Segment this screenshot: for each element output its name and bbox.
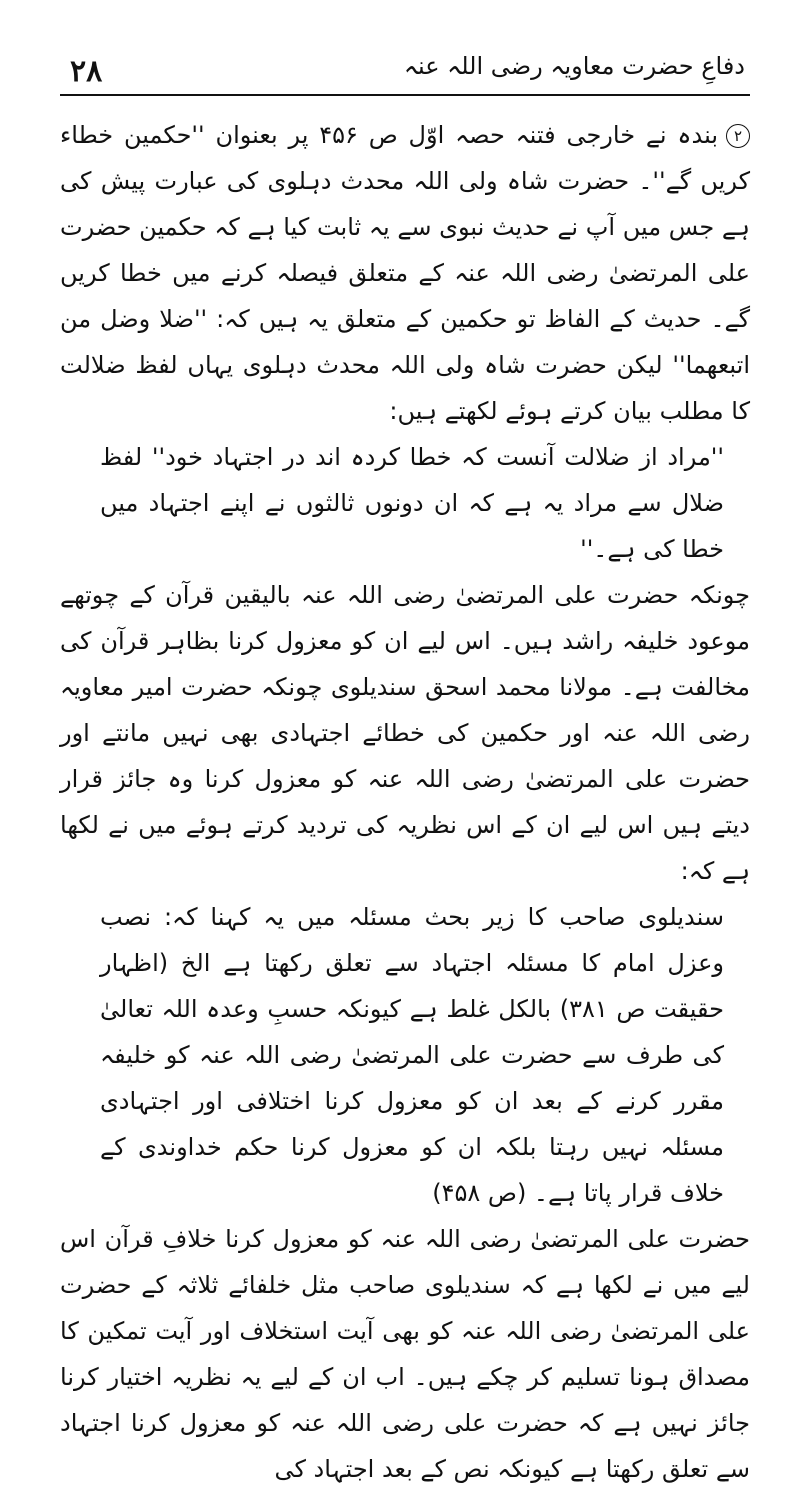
page-header: [60, 44, 750, 100]
page-body: [60, 112, 750, 1492]
paragraph-1: [60, 112, 750, 434]
header-rule: [60, 94, 750, 96]
quote-1: ''مراد از ضلالت آنست کہ خطا کردہ اند در اجتہاد خود'' لفظ ضلال سے مراد یہ ہے کہ ان دونوں ثالثوں نے اپنے اجتہاد میں خطا کی ہے۔'': [100, 443, 724, 563]
quote-2: سندیلوی صاحب کا زیر بحث مسئلہ میں یہ کہنا کہ: نصب وعزل امام کا مسئلہ اجتہاد سے تعلق رکھتا ہے الخ (اظہار حقیقت ص ۳۸۱) بالکل غلط ہے کیونکہ حسبِ وعدہ اللہ تعالیٰ کی طرف سے حضرت علی المرتضیٰ رضی اللہ عنہ کو خلیفہ مقرر کرنے کے بعد ان کو معزول کرنا اختلافی اور اجتہادی مسئلہ نہیں رہتا بلکہ ان کو معزول کرنا حکم خداوندی کے خلاف قرار پاتا ہے۔ (ص ۴۵۸): [100, 903, 725, 1207]
paragraph-number-marker: ۲: [726, 124, 750, 148]
page-number: ۲۸: [70, 54, 103, 89]
paragraph-1-text: بندہ نے خارجی فتنہ حصہ اوّل ص ۴۵۶ پر بعنوان ''حکمین خطاء کریں گے''۔ حضرت شاہ ولی اللہ محدث دہلوی کی عبارت پیش کی ہے جس میں آپ نے حدیث نبوی سے یہ ثابت کیا ہے کہ حکمین حضرت علی المرتضیٰ رضی اللہ عنہ کے متعلق فیصلہ کرنے میں خطا کریں گے۔ حدیث کے الفاظ تو حکمین کے متعلق یہ ہیں کہ: ''ضلا وضل من اتبعھما'' لیکن حضرت شاہ ولی اللہ محدث دہلوی یہاں لفظ ضلالت کا مطلب بیان کرتے ہوئے لکھتے ہیں:: [60, 121, 750, 425]
running-title: دفاعِ حضرت معاویہ رضی اللہ عنہ: [403, 52, 745, 80]
paragraph-2: چونکہ حضرت علی المرتضیٰ رضی اللہ عنہ بالیقین قرآن کے چوتھے موعود خلیفہ راشد ہیں۔ اس لیے ان کو معزول کرنا بظاہر قرآن کی مخالفت ہے۔ مولانا محمد اسحق سندیلوی چونکہ حضرت امیر معاویہ رضی اللہ عنہ اور حکمین کی خطائے اجتہادی بھی نہیں مانتے اور حضرت علی المرتضیٰ رضی اللہ عنہ کو معزول کرنا وہ جائز قرار دیتے ہیں اس لیے ان کے اس نظریہ کی تردید کرتے ہوئے میں نے لکھا ہے کہ:: [60, 581, 750, 885]
paragraph-3: حضرت علی المرتضیٰ رضی اللہ عنہ کو معزول کرنا خلافِ قرآن اس لیے میں نے لکھا ہے کہ سندیلوی صاحب مثل خلفائے ثلاثہ کے حضرت علی المرتضیٰ رضی اللہ عنہ کو بھی آیت استخلاف اور آیت تمکین کا مصداق ہونا تسلیم کر چکے ہیں۔ اب ان کے لیے یہ نظریہ اختیار کرنا جائز نہیں ہے کہ حضرت علی رضی اللہ عنہ کو معزول کرنا اجتہاد سے تعلق رکھتا ہے کیونکہ نص کے بعد اجتہاد کی: [60, 1225, 750, 1483]
